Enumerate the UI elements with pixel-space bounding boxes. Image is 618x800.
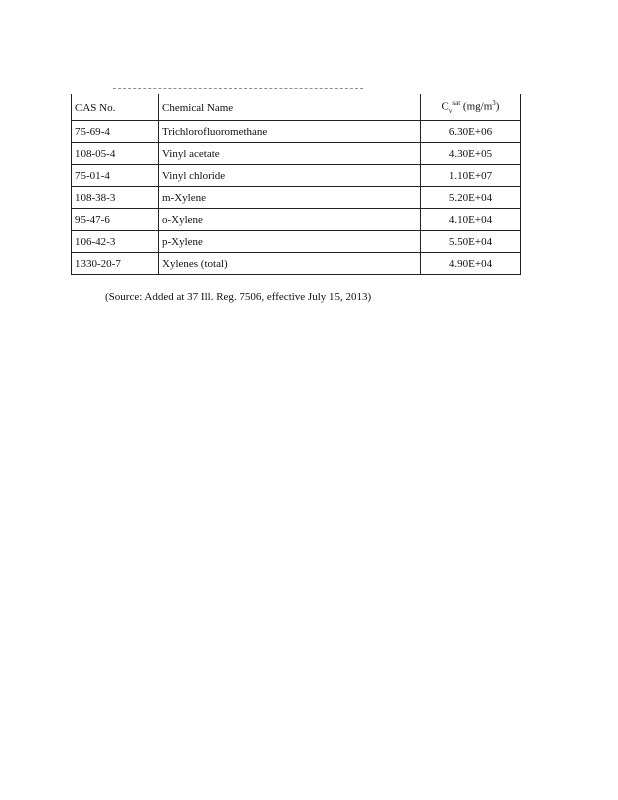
cell-cas: 108-05-4 — [72, 142, 159, 164]
header-value-unit: (mg/m — [462, 100, 493, 113]
header-value-unit-sup: 3 — [492, 99, 496, 107]
cell-cas: 106-42-3 — [72, 231, 159, 253]
cell-value: 4.10E+04 — [421, 208, 521, 230]
header-value-unit-close: ) — [495, 100, 500, 113]
cell-cas: 1330-20-7 — [72, 253, 159, 275]
cell-cas: 108-38-3 — [72, 186, 159, 208]
table-row — [72, 231, 521, 253]
table-row — [72, 120, 521, 142]
header-cas-no: CAS No. — [72, 94, 159, 120]
table-row — [72, 142, 521, 164]
cell-chemical-name: Trichlorofluoromethane — [159, 120, 421, 142]
table-header-row — [72, 94, 521, 120]
chemical-saturation-table — [71, 94, 521, 275]
cell-chemical-name: Vinyl acetate — [159, 142, 421, 164]
cell-value: 5.50E+04 — [421, 231, 521, 253]
cell-value: 4.30E+05 — [421, 142, 521, 164]
cell-chemical-name: m-Xylene — [159, 186, 421, 208]
header-chemical-name: Chemical Name — [159, 94, 421, 120]
source-note: (Source: Added at 37 Ill. Reg. 7506, effective July 15, 2013) — [105, 291, 372, 303]
cell-chemical-name: o-Xylene — [159, 208, 421, 230]
table-row — [72, 253, 521, 275]
cell-cas: 75-69-4 — [72, 120, 159, 142]
header-value-sup: sat — [452, 99, 461, 107]
scan-artifact-rule — [113, 88, 363, 89]
cell-cas: 95-47-6 — [72, 208, 159, 230]
cell-cas: 75-01-4 — [72, 164, 159, 186]
cell-value: 4.90E+04 — [421, 253, 521, 275]
header-vapor-saturation — [421, 94, 521, 120]
header-value-sub: v — [448, 106, 453, 115]
table-row — [72, 208, 521, 230]
table-row — [72, 164, 521, 186]
cell-chemical-name: Vinyl chloride — [159, 164, 421, 186]
cell-chemical-name: p-Xylene — [159, 231, 421, 253]
table-row — [72, 186, 521, 208]
cell-value: 1.10E+07 — [421, 164, 521, 186]
header-value-prefix: C — [441, 100, 449, 113]
cell-value: 6.30E+06 — [421, 120, 521, 142]
cell-chemical-name: Xylenes (total) — [159, 253, 421, 275]
cell-value: 5.20E+04 — [421, 186, 521, 208]
